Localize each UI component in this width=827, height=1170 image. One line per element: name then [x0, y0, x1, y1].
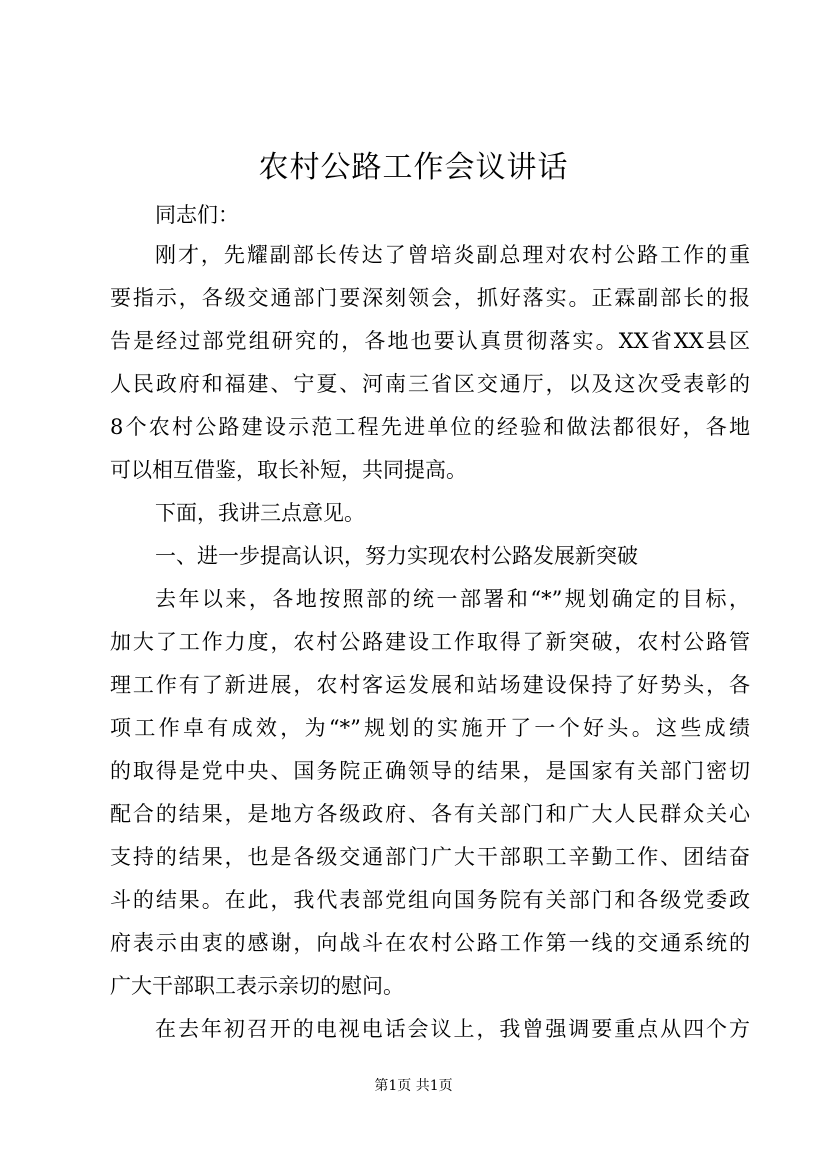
section-heading-1: 一、进一步提高认识，努力实现农村公路发展新突破 — [155, 544, 638, 568]
paragraph-line-16: 斗的结果。在此，我代表部党组向国务院有关部门和各级党委政 — [110, 888, 750, 912]
paragraph-line-14: 配合的结果，是地方各级政府、各有关部门和广大人民群众关心 — [110, 802, 750, 826]
paragraph-line-8: 下面，我讲三点意见。 — [155, 501, 365, 525]
paragraph-line-10: 加大了工作力度，农村公路建设工作取得了新突破，农村公路管 — [110, 630, 750, 654]
paragraph-line-3: 要指示，各级交通部门要深刻领会，抓好落实。正霖副部长的报 — [110, 286, 750, 310]
paragraph-line-13: 的取得是党中央、国务院正确领导的结果，是国家有关部门密切 — [110, 759, 750, 783]
paragraph-line-7: 可以相互借鉴，取长补短，共同提高。 — [110, 458, 467, 482]
document-title: 农村公路工作会议讲话 — [258, 150, 569, 185]
paragraph-line-2: 刚才，先耀副部长传达了曾培炎副总理对农村公路工作的重 — [155, 243, 750, 267]
paragraph-line-19: 在去年初召开的电视电话会议上，我曾强调要重点从四个方 — [155, 1017, 750, 1041]
paragraph-line-1: 同志们： — [155, 203, 239, 227]
paragraph-line-15: 支持的结果，也是各级交通部门广大干部职工辛勤工作、团结奋 — [110, 845, 750, 869]
paragraph-line-18: 广大干部职工表示亲切的慰问。 — [110, 974, 404, 998]
page-number-footer: 第1页 共1页 — [374, 1078, 453, 1094]
paragraph-line-5: 人民政府和福建、宁夏、河南三省区交通厅，以及这次受表彰的 — [110, 372, 750, 396]
paragraph-line-17: 府表示由衷的感谢，向战斗在农村公路工作第一线的交通系统的 — [110, 931, 750, 955]
paragraph-line-4: 告是经过部党组研究的，各地也要认真贯彻落实。XX省XX县区 — [110, 329, 750, 353]
paragraph-line-11: 理工作有了新进展，农村客运发展和站场建设保持了好势头，各 — [110, 673, 750, 697]
paragraph-line-9: 去年以来，各地按照部的统一部署和“*”规划确定的目标， — [155, 587, 750, 611]
paragraph-line-6: 8个农村公路建设示范工程先进单位的经验和做法都很好，各地 — [110, 415, 750, 439]
paragraph-line-12: 项工作卓有成效，为“*”规划的实施开了一个好头。这些成绩 — [110, 716, 750, 740]
